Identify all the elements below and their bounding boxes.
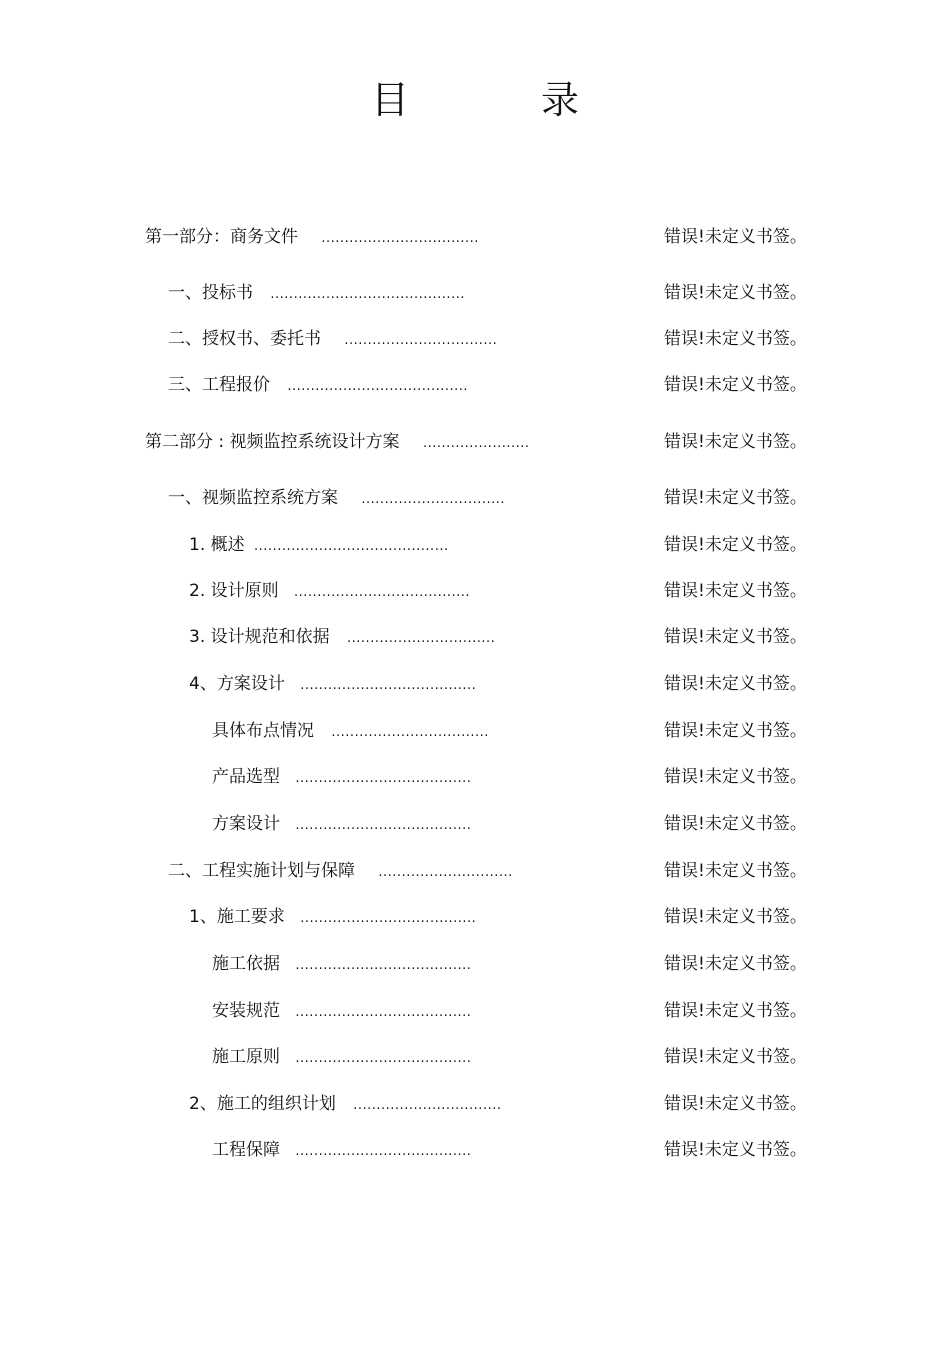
toc-entry-label: 产品选型 bbox=[212, 767, 280, 787]
toc-entry[interactable] bbox=[212, 718, 489, 744]
toc-page-ref: 错误!未定义书签。 bbox=[664, 375, 807, 395]
toc-entry[interactable] bbox=[189, 1091, 501, 1117]
toc-entry-label: 1、施工要求 bbox=[189, 907, 285, 927]
toc-entry[interactable] bbox=[145, 224, 479, 250]
toc-page-ref: 错误!未定义书签。 bbox=[664, 674, 807, 694]
toc-entry-label: 具体布点情况 bbox=[212, 721, 314, 741]
toc-entry-label: 工程保障 bbox=[212, 1140, 280, 1160]
toc-page-ref: 错误!未定义书签。 bbox=[664, 329, 807, 349]
toc-leader-dots: ............................. bbox=[378, 865, 513, 880]
toc-leader-dots: ...................................... bbox=[295, 818, 472, 833]
toc-page-ref: 错误!未定义书签。 bbox=[664, 814, 807, 834]
toc-entry-label: 施工原则 bbox=[212, 1047, 280, 1067]
toc-entry[interactable] bbox=[189, 624, 495, 650]
toc-leader-dots: .......................................... bbox=[254, 539, 449, 554]
toc-entry-label: 二、授权书、委托书 bbox=[168, 329, 321, 349]
toc-entry[interactable] bbox=[212, 951, 471, 977]
toc-page-ref: 错误!未定义书签。 bbox=[664, 581, 807, 601]
toc-entry[interactable] bbox=[212, 764, 471, 790]
toc-leader-dots: ............................... bbox=[361, 492, 506, 507]
toc-entry[interactable] bbox=[145, 429, 530, 455]
toc-leader-dots: ...................................... bbox=[295, 1144, 472, 1159]
toc-entry-label: 一、投标书 bbox=[168, 283, 253, 303]
toc-entry-label: 2、施工的组织计划 bbox=[189, 1094, 336, 1114]
toc-page-ref: 错误!未定义书签。 bbox=[664, 721, 807, 741]
toc-entry-label: 1. 概述 bbox=[189, 535, 245, 555]
toc-page-ref: 错误!未定义书签。 bbox=[664, 283, 807, 303]
toc-entry-label: 安装规范 bbox=[212, 1001, 280, 1021]
toc-leader-dots: ................................ bbox=[347, 631, 496, 646]
toc-page-ref: 错误!未定义书签。 bbox=[664, 535, 807, 555]
toc-leader-dots: ...................................... bbox=[295, 958, 472, 973]
toc-entry-label: 第一部分：商务文件 bbox=[145, 227, 298, 247]
toc-page-ref: 错误!未定义书签。 bbox=[664, 1001, 807, 1021]
toc-entry-label: 二、工程实施计划与保障 bbox=[168, 861, 355, 881]
toc-page-ref: 错误!未定义书签。 bbox=[664, 767, 807, 787]
toc-page-ref: 错误!未定义书签。 bbox=[664, 432, 807, 452]
toc-leader-dots: .......................................... bbox=[270, 287, 465, 302]
toc-leader-dots: .................................. bbox=[331, 725, 489, 740]
toc-entry[interactable] bbox=[189, 904, 476, 930]
page-title: 目 录 bbox=[370, 78, 640, 122]
toc-page-ref: 错误!未定义书签。 bbox=[664, 1047, 807, 1067]
toc-leader-dots: ....................... bbox=[422, 436, 530, 451]
toc-leader-dots: ................................ bbox=[353, 1098, 502, 1113]
toc-entry[interactable] bbox=[212, 811, 471, 837]
toc-leader-dots: ....................................... bbox=[287, 379, 469, 394]
toc-page-ref: 错误!未定义书签。 bbox=[664, 954, 807, 974]
toc-leader-dots: ...................................... bbox=[294, 585, 471, 600]
toc-entry-label: 2. 设计原则 bbox=[189, 581, 279, 601]
toc-entry-label: 方案设计 bbox=[212, 814, 280, 834]
toc-entry[interactable] bbox=[168, 372, 468, 398]
toc-entry-label: 3. 设计规范和依据 bbox=[189, 627, 330, 647]
toc-entry[interactable] bbox=[168, 280, 465, 306]
toc-leader-dots: ...................................... bbox=[300, 678, 477, 693]
toc-leader-dots: ...................................... bbox=[295, 1005, 472, 1020]
toc-entry[interactable] bbox=[168, 326, 497, 352]
toc-entry-label: 施工依据 bbox=[212, 954, 280, 974]
toc-page-ref: 错误!未定义书签。 bbox=[664, 227, 807, 247]
toc-entry[interactable] bbox=[189, 532, 449, 558]
toc-entry-label: 第二部分 : 视频监控系统设计方案 bbox=[145, 432, 400, 452]
toc-entry-label: 三、工程报价 bbox=[168, 375, 270, 395]
toc-page-ref: 错误!未定义书签。 bbox=[664, 627, 807, 647]
toc-leader-dots: .................................. bbox=[321, 231, 479, 246]
toc-page-ref: 错误!未定义书签。 bbox=[664, 1094, 807, 1114]
toc-entry-label: 4、方案设计 bbox=[189, 674, 285, 694]
toc-entry-label: 一、视频监控系统方案 bbox=[168, 488, 338, 508]
toc-leader-dots: ...................................... bbox=[295, 1051, 472, 1066]
toc-page-ref: 错误!未定义书签。 bbox=[664, 861, 807, 881]
toc-leader-dots: ...................................... bbox=[300, 911, 477, 926]
toc-entry[interactable] bbox=[212, 1137, 471, 1163]
toc-page-ref: 错误!未定义书签。 bbox=[664, 488, 807, 508]
toc-entry[interactable] bbox=[212, 1044, 471, 1070]
toc-leader-dots: ................................. bbox=[344, 333, 498, 348]
toc-entry[interactable] bbox=[212, 998, 471, 1024]
toc-entry[interactable] bbox=[189, 671, 476, 697]
toc-page-ref: 错误!未定义书签。 bbox=[664, 1140, 807, 1160]
toc-entry[interactable] bbox=[168, 485, 505, 511]
toc-page-ref: 错误!未定义书签。 bbox=[664, 907, 807, 927]
toc-entry[interactable] bbox=[189, 578, 470, 604]
toc-leader-dots: ...................................... bbox=[295, 771, 472, 786]
toc-entry[interactable] bbox=[168, 858, 513, 884]
